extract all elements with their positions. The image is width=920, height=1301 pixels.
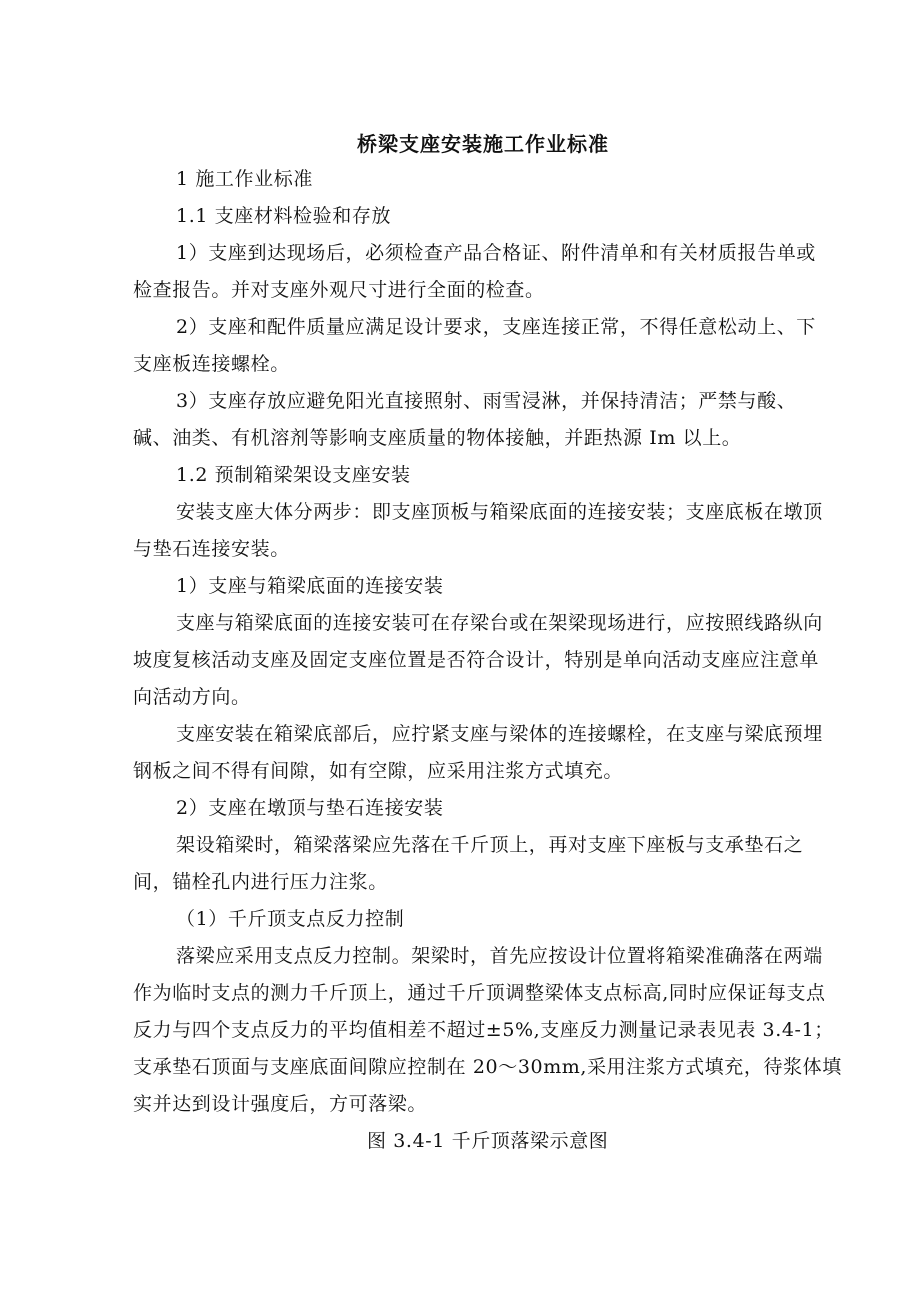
paragraph-line: 与垫石连接安装。 xyxy=(133,538,290,560)
paragraph-line: 支座与箱梁底面的连接安装可在存梁台或在架梁现场进行，应按照线路纵向 xyxy=(176,612,823,634)
section-heading: 1 施工作业标准 xyxy=(176,168,313,190)
paragraph-line: 向活动方向。 xyxy=(133,686,251,708)
paragraph-heading: 1）支座与箱梁底面的连接安装 xyxy=(176,575,444,597)
document-title: 桥梁支座安装施工作业标准 xyxy=(357,132,609,156)
subsection-heading: 1.2 预制箱梁架设支座安装 xyxy=(176,464,411,486)
paragraph-line: 坡度复核活动支座及固定支座位置是否符合设计，特别是单向活动支座应注意单 xyxy=(133,649,820,671)
paragraph-line: 安装支座大体分两步：即支座顶板与箱梁底面的连接安装；支座底板在墩顶 xyxy=(176,501,823,523)
paragraph-line: 3）支座存放应避免阳光直接照射、雨雪浸淋，并保持清洁；严禁与酸、 xyxy=(176,390,797,412)
paragraph-line: 碱、油类、有机溶剂等影响支座质量的物体接触，并距热源 Im 以上。 xyxy=(133,427,742,449)
paragraph-line: 支承垫石顶面与支座底面间隙应控制在 20～30mm,采用注浆方式填充，待浆体填 xyxy=(133,1056,842,1078)
paragraph-line: 作为临时支点的测力千斤顶上，通过千斤顶调整梁体支点标高,同时应保证每支点 xyxy=(133,982,826,1004)
paragraph-line: 反力与四个支点反力的平均值相差不超过±5%,支座反力测量记录表见表 3.4-1； xyxy=(133,1019,834,1041)
paragraph-line: 1）支座到达现场后，必须检查产品合格证、附件清单和有关材质报告单或 xyxy=(176,242,816,264)
paragraph-heading: 2）支座在墩顶与垫石连接安装 xyxy=(176,797,444,819)
paragraph-heading: （1）千斤顶支点反力控制 xyxy=(176,908,405,930)
paragraph-line: 钢板之间不得有间隙，如有空隙，应采用注浆方式填充。 xyxy=(133,760,624,782)
figure-caption: 图 3.4-1 千斤顶落梁示意图 xyxy=(367,1130,609,1152)
paragraph-line: 间，锚栓孔内进行压力注浆。 xyxy=(133,871,388,893)
paragraph-line: 支座板连接螺栓。 xyxy=(133,353,290,375)
paragraph-line: 落梁应采用支点反力控制。架梁时，首先应按设计位置将箱梁准确落在两端 xyxy=(176,945,823,967)
paragraph-line: 实并达到设计强度后，方可落梁。 xyxy=(133,1093,428,1115)
paragraph-line: 架设箱梁时，箱梁落梁应先落在千斤顶上，再对支座下座板与支承垫石之 xyxy=(176,834,804,856)
paragraph-line: 2）支座和配件质量应满足设计要求，支座连接正常，不得任意松动上、下 xyxy=(176,316,816,338)
subsection-heading: 1.1 支座材料检验和存放 xyxy=(176,205,392,227)
paragraph-line: 检查报告。并对支座外观尺寸进行全面的检查。 xyxy=(133,279,545,301)
paragraph-line: 支座安装在箱梁底部后，应拧紧支座与梁体的连接螺栓，在支座与梁底预埋 xyxy=(176,723,823,745)
